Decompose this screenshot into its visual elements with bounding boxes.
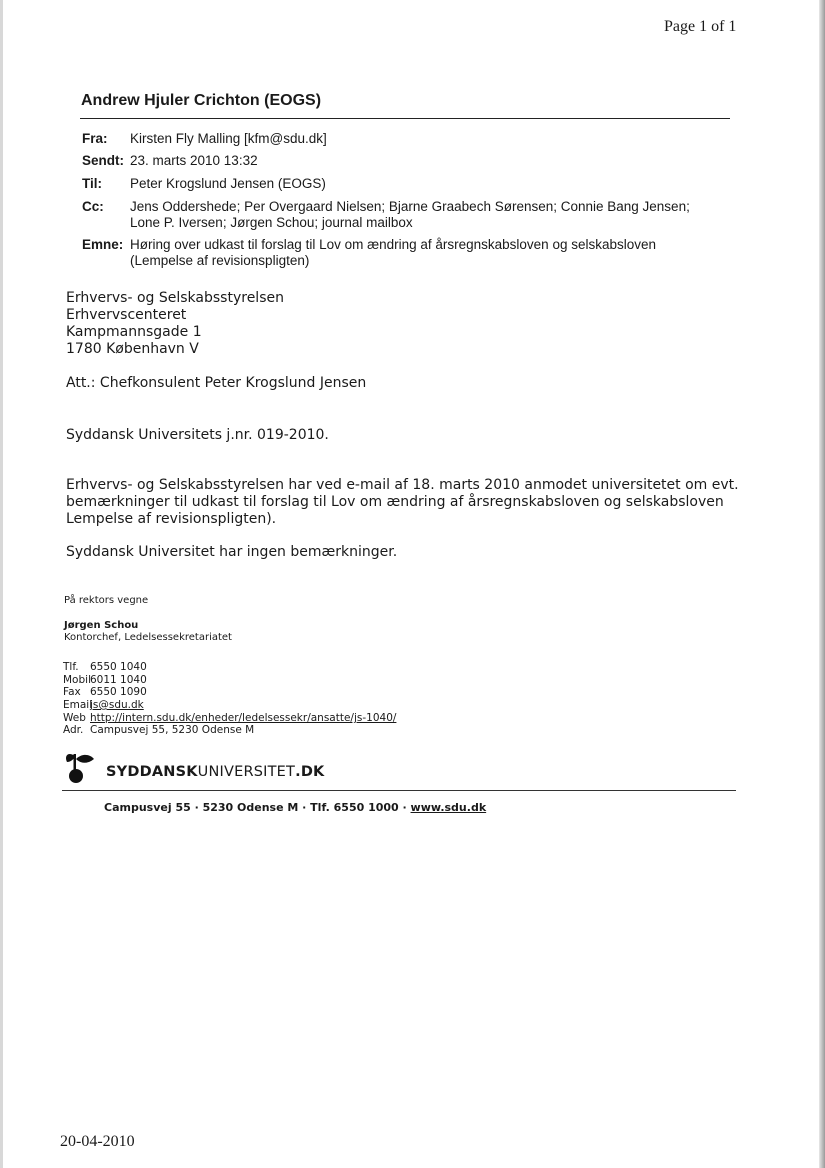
contact-address-label: Adr. bbox=[63, 724, 84, 736]
print-date: 20-04-2010 bbox=[60, 1133, 135, 1150]
sender-title: Andrew Hjuler Crichton (EOGS) bbox=[81, 92, 322, 109]
signature-name: Jørgen Schou bbox=[64, 620, 139, 631]
header-from-value: Kirsten Fly Malling [kfm@sdu.dk] bbox=[130, 131, 327, 146]
header-to-value: Peter Krogslund Jensen (EOGS) bbox=[130, 176, 326, 191]
header-subject-value-line2: (Lempelse af revisionspligten) bbox=[130, 253, 310, 268]
sdu-logo-icon bbox=[64, 750, 102, 784]
header-to-label: Til: bbox=[82, 176, 102, 191]
paragraph2: Syddansk Universitet har ingen bemærkninger. bbox=[66, 544, 398, 560]
scan-edge-right bbox=[819, 0, 825, 1168]
contact-web-link[interactable]: http://intern.sdu.dk/enheder/ledelsessekr/ansatte/js-1040/ bbox=[90, 712, 397, 724]
page-number: Page 1 of 1 bbox=[664, 18, 737, 35]
footer-address-text: Campusvej 55 · 5230 Odense M · Tlf. 6550 1000 · bbox=[104, 801, 411, 814]
contact-email-link[interactable]: js@sdu.dk bbox=[90, 699, 144, 711]
contact-fax-value: 6550 1090 bbox=[90, 686, 147, 698]
contact-mobile-label: Mobil bbox=[63, 674, 91, 686]
paragraph1-line1: Erhvervs- og Selskabsstyrelsen har ved e-mail af 18. marts 2010 anmodet universitetet om evt. bbox=[66, 477, 739, 493]
contact-address-value: Campusvej 55, 5230 Odense M bbox=[90, 724, 255, 736]
contact-email-label: Email bbox=[63, 699, 93, 711]
journal-number: Syddansk Universitets j.nr. 019-2010. bbox=[66, 427, 329, 443]
recipient-line3: Kampmannsgade 1 bbox=[66, 324, 202, 340]
header-sent-label: Sendt: bbox=[82, 153, 124, 168]
paragraph1-line2: bemærkninger til udkast til forslag til Lov om ændring af årsregnskabsloven og selskabsloven bbox=[66, 494, 724, 510]
logo-text-part3: .DK bbox=[295, 764, 325, 780]
sdu-logo-text bbox=[106, 764, 325, 780]
footer-website-link[interactable]: www.sdu.dk bbox=[410, 801, 487, 814]
header-cc-label: Cc: bbox=[82, 199, 104, 214]
signature-position: Kontorchef, Ledelsessekretariatet bbox=[64, 632, 232, 643]
header-from-label: Fra: bbox=[82, 131, 108, 146]
contact-phone-label: Tlf. bbox=[63, 661, 79, 673]
contact-mobile-value: 6011 1040 bbox=[90, 674, 147, 686]
attention-line: Att.: Chefkonsulent Peter Krogslund Jensen bbox=[66, 375, 367, 391]
footer-address bbox=[104, 801, 486, 814]
logo-text-part2: UNIVERSITET bbox=[197, 764, 296, 780]
signature-on-behalf: På rektors vegne bbox=[64, 595, 149, 606]
contact-fax-label: Fax bbox=[63, 686, 81, 698]
header-cc-value-line1: Jens Oddershede; Per Overgaard Nielsen; Bjarne Graabech Sørensen; Connie Bang Jensen; bbox=[130, 199, 690, 214]
recipient-line4: 1780 København V bbox=[66, 341, 199, 357]
header-subject-value-line1: Høring over udkast til forslag til Lov om ændring af årsregnskabsloven og selskabsloven bbox=[130, 237, 657, 252]
scan-edge-left bbox=[0, 0, 3, 1168]
contact-web-label: Web bbox=[63, 712, 86, 724]
recipient-line2: Erhvervscenteret bbox=[66, 307, 187, 323]
header-cc-value-line2: Lone P. Iversen; Jørgen Schou; journal mailbox bbox=[130, 215, 413, 230]
header-sent-value: 23. marts 2010 13:32 bbox=[130, 153, 258, 168]
header-subject-label: Emne: bbox=[82, 237, 124, 252]
title-rule bbox=[80, 118, 730, 119]
paragraph1-line3: Lempelse af revisionspligten). bbox=[66, 511, 277, 527]
contact-phone-value: 6550 1040 bbox=[90, 661, 147, 673]
footer-rule bbox=[62, 790, 736, 791]
recipient-line1: Erhvervs- og Selskabsstyrelsen bbox=[66, 290, 284, 306]
logo-text-part1: SYDDANSK bbox=[106, 764, 198, 780]
